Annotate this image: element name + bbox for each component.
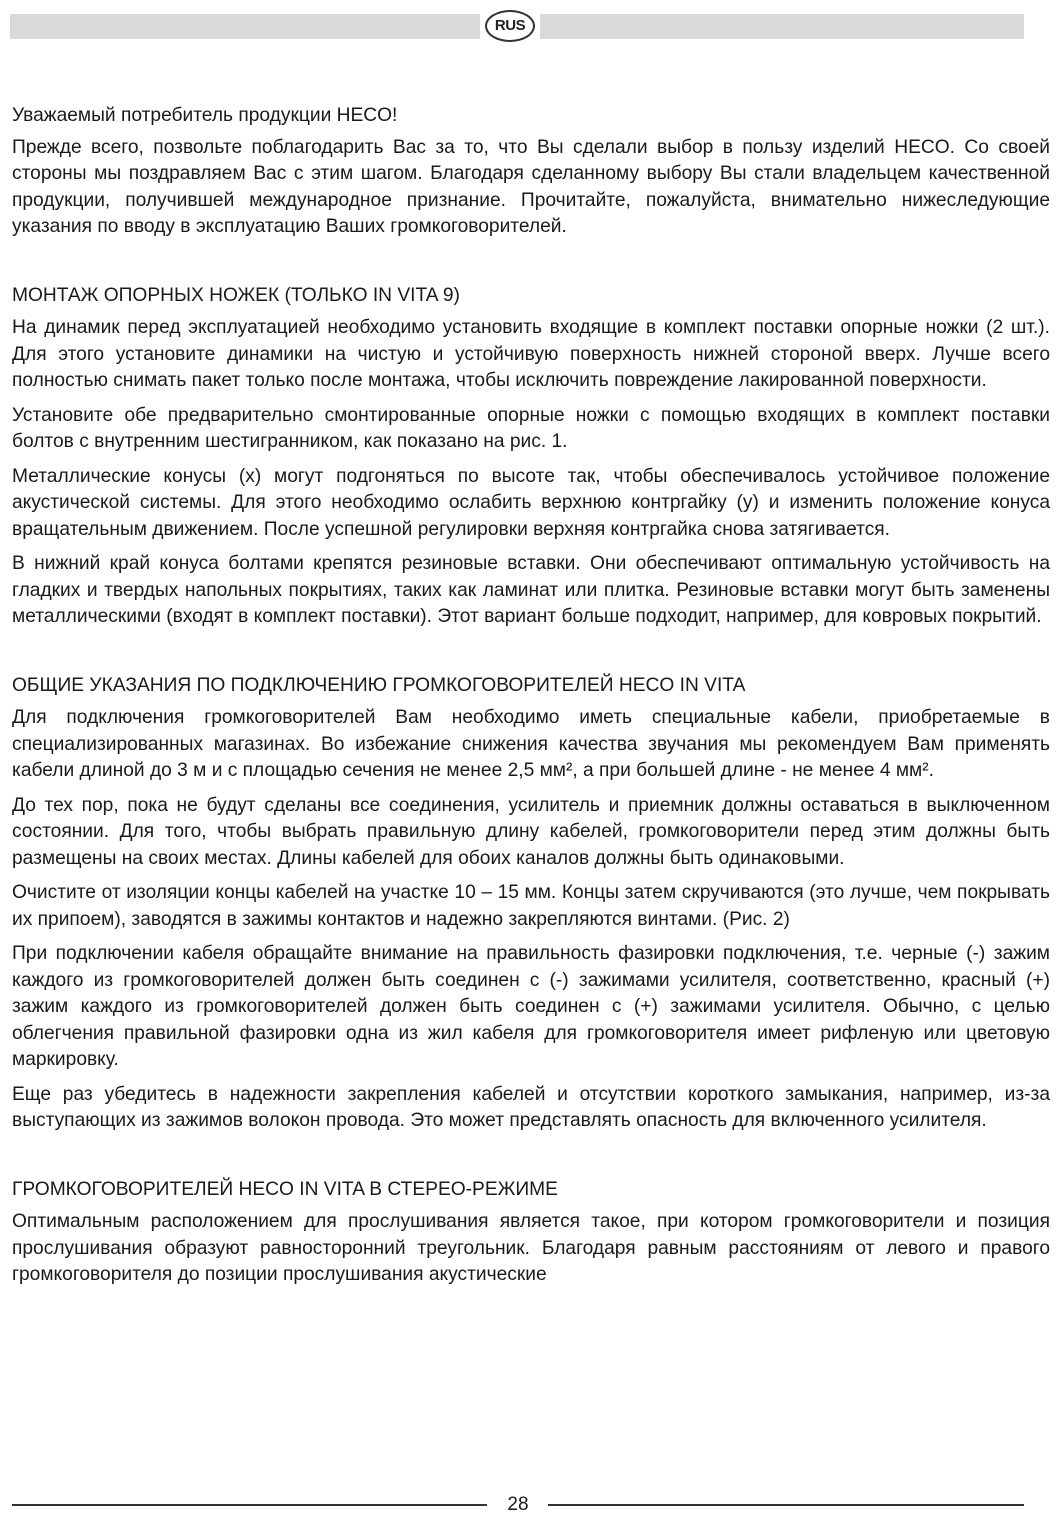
connection-paragraph-3: Очистите от изоляции концы кабелей на участке 10 – 15 мм. Концы затем скручиваются (это лучше, чем покрывать их припоем), заводятся в зажимы контактов и надежно закрепляются винтами. (Рис. 2)	[12, 882, 1050, 930]
header-band-left	[10, 14, 480, 39]
intro-paragraph: Прежде всего, позвольте поблагодарить Вас за то, что Вы сделали выбор в пользу изделий HECO. Со своей стороны мы поздравляем Вас с этим шагом. Благодаря сделанному выбору Вы стали владельцем качественной продукции, получившей международное признание. Прочитайте, пожалуйста, внимательно нижеследующие указания по вводу в эксплуатацию Ваших громкоговорителей.	[12, 136, 1050, 237]
section-heading-feet: МОНТАЖ ОПОРНЫХ НОЖЕК (ТОЛЬКО IN VITA 9)	[12, 284, 460, 306]
connection-paragraph-4: При подключении кабеля обращайте внимание на правильность фазировки подключения, т.е. черные (-) зажим каждого из громкоговорителей должен быть соединен с (-) зажимами усилителя, соответственно, красный (+) зажим каждого из громкоговорителей должен быть соединен с (+) зажимами усилителя. Обычно, с целью облегчения правильной фазировки одна из жил кабеля для громкоговорителя имеет рифленую или цветовую маркировку.	[12, 943, 1050, 1070]
section-heading-connection: ОБЩИЕ УКАЗАНИЯ ПО ПОДКЛЮЧЕНИЮ ГРОМКОГОВОРИТЕЛЕЙ HECO IN VITA	[12, 674, 746, 696]
header-band-right	[540, 14, 1024, 39]
section-gap	[12, 1143, 1050, 1177]
connection-paragraph-2: До тех пор, пока не будут сделаны все соединения, усилитель и приемник должны оставаться в выключенном состоянии. Для того, чтобы выбрать правильную длину кабелей, громкоговорители перед этим должны быть размещены на своих местах. Длины кабелей для обоих каналов должны быть одинаковыми.	[12, 794, 1050, 869]
feet-paragraph-3: Металлические конусы (x) могут подгоняться по высоте так, чтобы обеспечивалось устойчивое положение акустической системы. Для этого необходимо ослабить верхнюю контргайку (y) и изменить положение конуса вращательным движением. После успешной регулировки верхняя контргайка снова затягивается.	[12, 465, 1050, 540]
connection-paragraph-1: Для подключения громкоговорителей Вам необходимо иметь специальные кабели, приобретаемые в специализированных магазинах. Во избежание снижения качества звучания мы рекомендуем Вам применять кабели длиной до 3 м и с площадью сечения не менее 2,5 мм², а при большей длине - не менее 4 мм².	[12, 707, 1050, 781]
footer-rule-right	[548, 1504, 1024, 1506]
feet-paragraph-4: В нижний край конуса болтами крепятся резиновые вставки. Они обеспечивают оптимальную устойчивость на гладких и твердых напольных покрытиях, таких как ламинат или плитка. Резиновые вставки могут быть заменены металлическими (входят в комплект поставки). Этот вариант больше подходит, например, для ковровых покрытий.	[12, 553, 1050, 627]
connection-paragraph-5: Еще раз убедитесь в надежности закрепления кабелей и отсутствии короткого замыкания, например, из-за выступающих из зажимов волокон провода. Это может представлять опасность для включенного усилителя.	[12, 1083, 1050, 1131]
stereo-paragraph: Оптимальным расположением для прослушивания является такое, при котором громкоговорители и позиция прослушивания образуют равносторонний треугольник. Благодаря равным расстояниям от левого и правого громкоговорителя до позиции прослушивания акустические	[12, 1211, 1050, 1285]
feet-paragraph-2: Установите обе предварительно смонтированные опорные ножки с помощью входящих в комплект поставки болтов с внутренним шестигранником, как показано на рис. 1.	[12, 404, 1050, 452]
section-gap	[12, 249, 1050, 283]
document-body	[12, 103, 1050, 1297]
feet-paragraph-1: На динамик перед эксплуатацией необходимо установить входящие в комплект поставки опорные ножки (2 шт.). Для этого установите динамики на чистую и устойчивую поверхность нижней стороной вверх. Лучше всего полностью снимать пакет только после монтажа, чтобы исключить повреждение лакированной поверхности.	[12, 317, 1050, 391]
section-heading-stereo: ГРОМКОГОВОРИТЕЛЕЙ HECO IN VITA В СТЕРЕО-РЕЖИМЕ	[12, 1178, 558, 1200]
page-number: 28	[507, 1494, 529, 1515]
footer-rule-left	[12, 1504, 487, 1506]
salutation: Уважаемый потребитель продукции HECO!	[12, 105, 398, 126]
language-badge: RUS	[485, 10, 535, 42]
section-gap	[12, 639, 1050, 673]
